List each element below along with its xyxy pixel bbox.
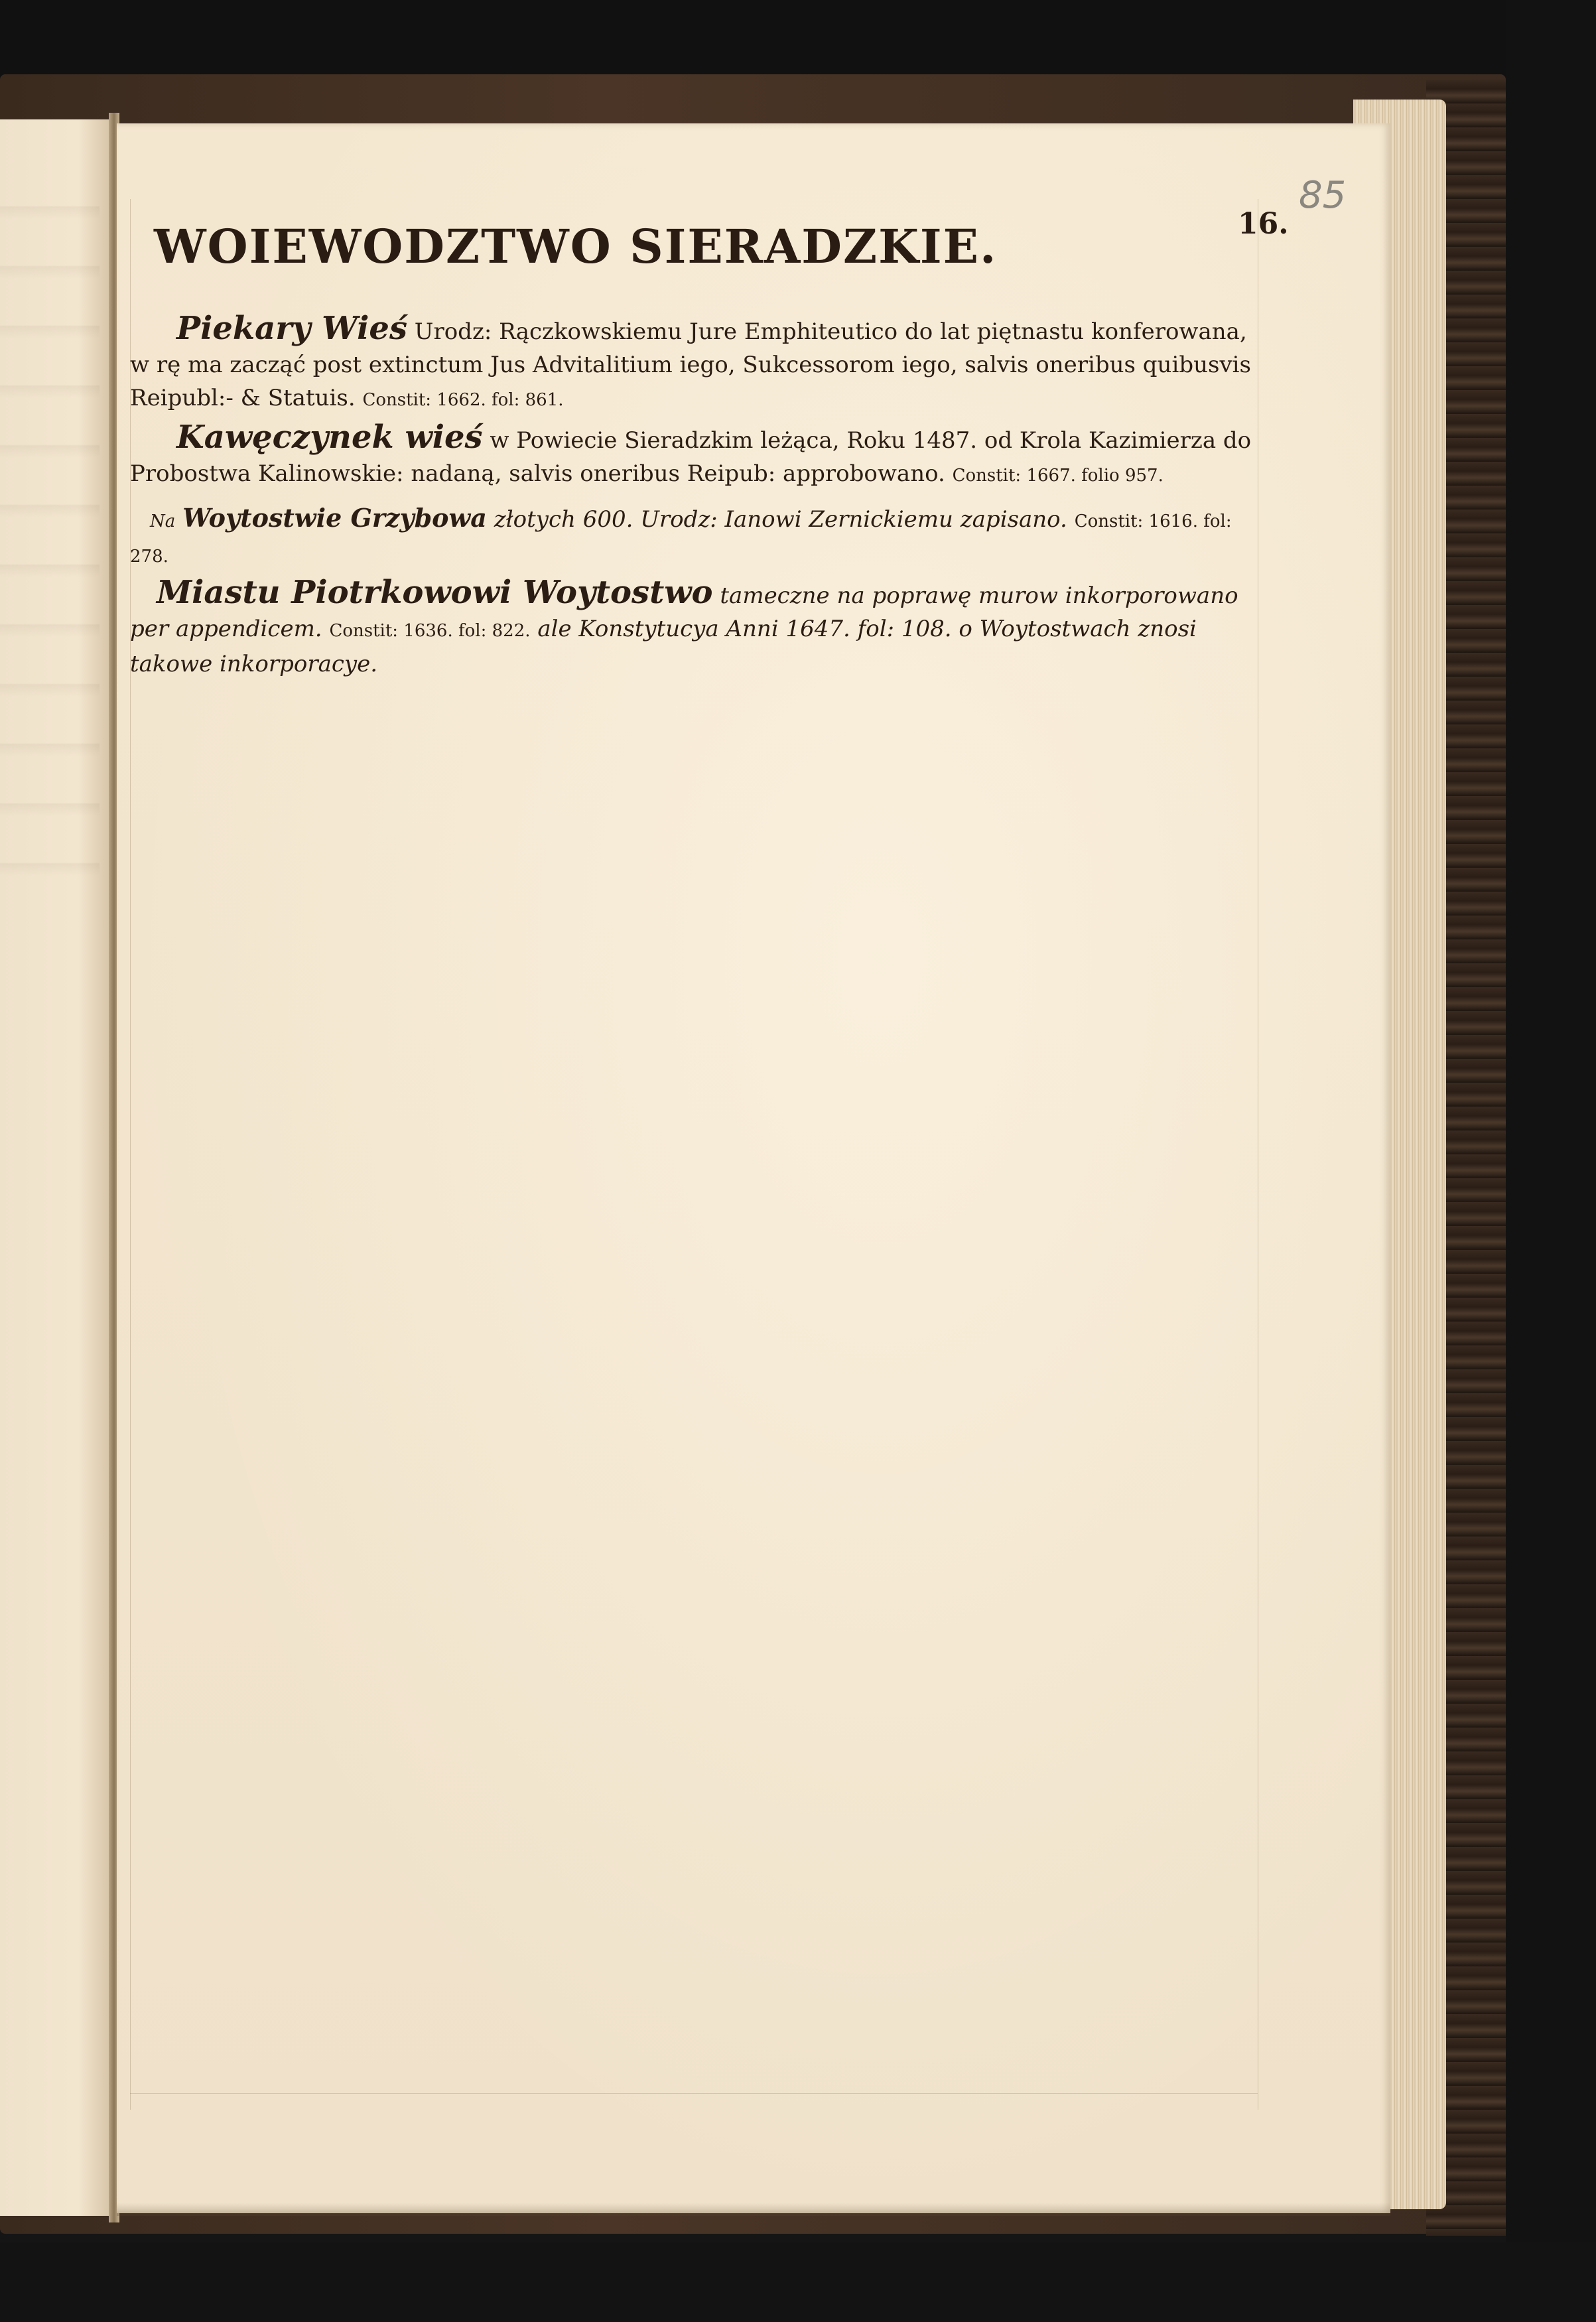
background-right (1506, 0, 1596, 2322)
margin-rule-bottom (130, 2093, 1258, 2094)
entry-text-continued: ale Konstytucya Anni 1647. fol: 108. o Woytostwach znosi takowe inkorporacye. (130, 616, 1197, 677)
entry-lead: Piekary Wieś (176, 310, 407, 347)
page-number: 16. (1238, 207, 1289, 241)
entry-reference: Constit: 1616. fol: 278. (130, 512, 1232, 567)
entry-reference: Constit: 1662. fol: 861. (362, 390, 564, 410)
pencil-folio-number: 85 (1299, 174, 1347, 217)
entry-kaweczynek (130, 421, 1258, 492)
entry-text: Urodz: Rączkowskiemu Jure Emphiteutico do lat piętnastu konferowana, w rę ma zacząć post extinctum Jus Advitalitium iego, Sukcessorom iego, salvis oneribus quibusvis Reipubl:- & Statuis. (130, 318, 1251, 411)
entry-text: w Powiecie Sieradzkim leżąca, Roku 1487. od Krola Kazimierza do Probostwa Kalinowskie: nadaną, salvis oneribus Reipub: approbowano. (130, 427, 1252, 487)
entry-prefix: Na (150, 512, 176, 531)
heading-block (154, 192, 1083, 299)
entry-piotrkow (130, 576, 1258, 681)
entry-lead: Miastu Piotrkowowi Woytostwo (157, 574, 713, 611)
entry-lead: Woytostwie Grzybowa (182, 503, 487, 533)
entry-reference: Constit: 1636. fol: 822. (329, 621, 531, 641)
entry-text: złotych 600. Urodz: Ianowi Zernickiemu zapisano. (494, 506, 1067, 533)
previous-page-bleed (0, 159, 100, 889)
entries-list (130, 312, 1258, 681)
entry-text: tameczne na poprawę murow inkorporowano per appendicem. (130, 582, 1238, 642)
entry-grzybowa (130, 502, 1258, 573)
page-title: WOIEWODZTWO SIERADZKIE. (154, 219, 998, 274)
entry-reference: Constit: 1667. folio 957. (952, 466, 1164, 486)
entry-piekary (130, 312, 1258, 417)
background-bottom (0, 2242, 1596, 2322)
entry-lead: Kawęczynek wieś (176, 419, 483, 456)
page-foot-shadow (117, 2203, 1390, 2216)
